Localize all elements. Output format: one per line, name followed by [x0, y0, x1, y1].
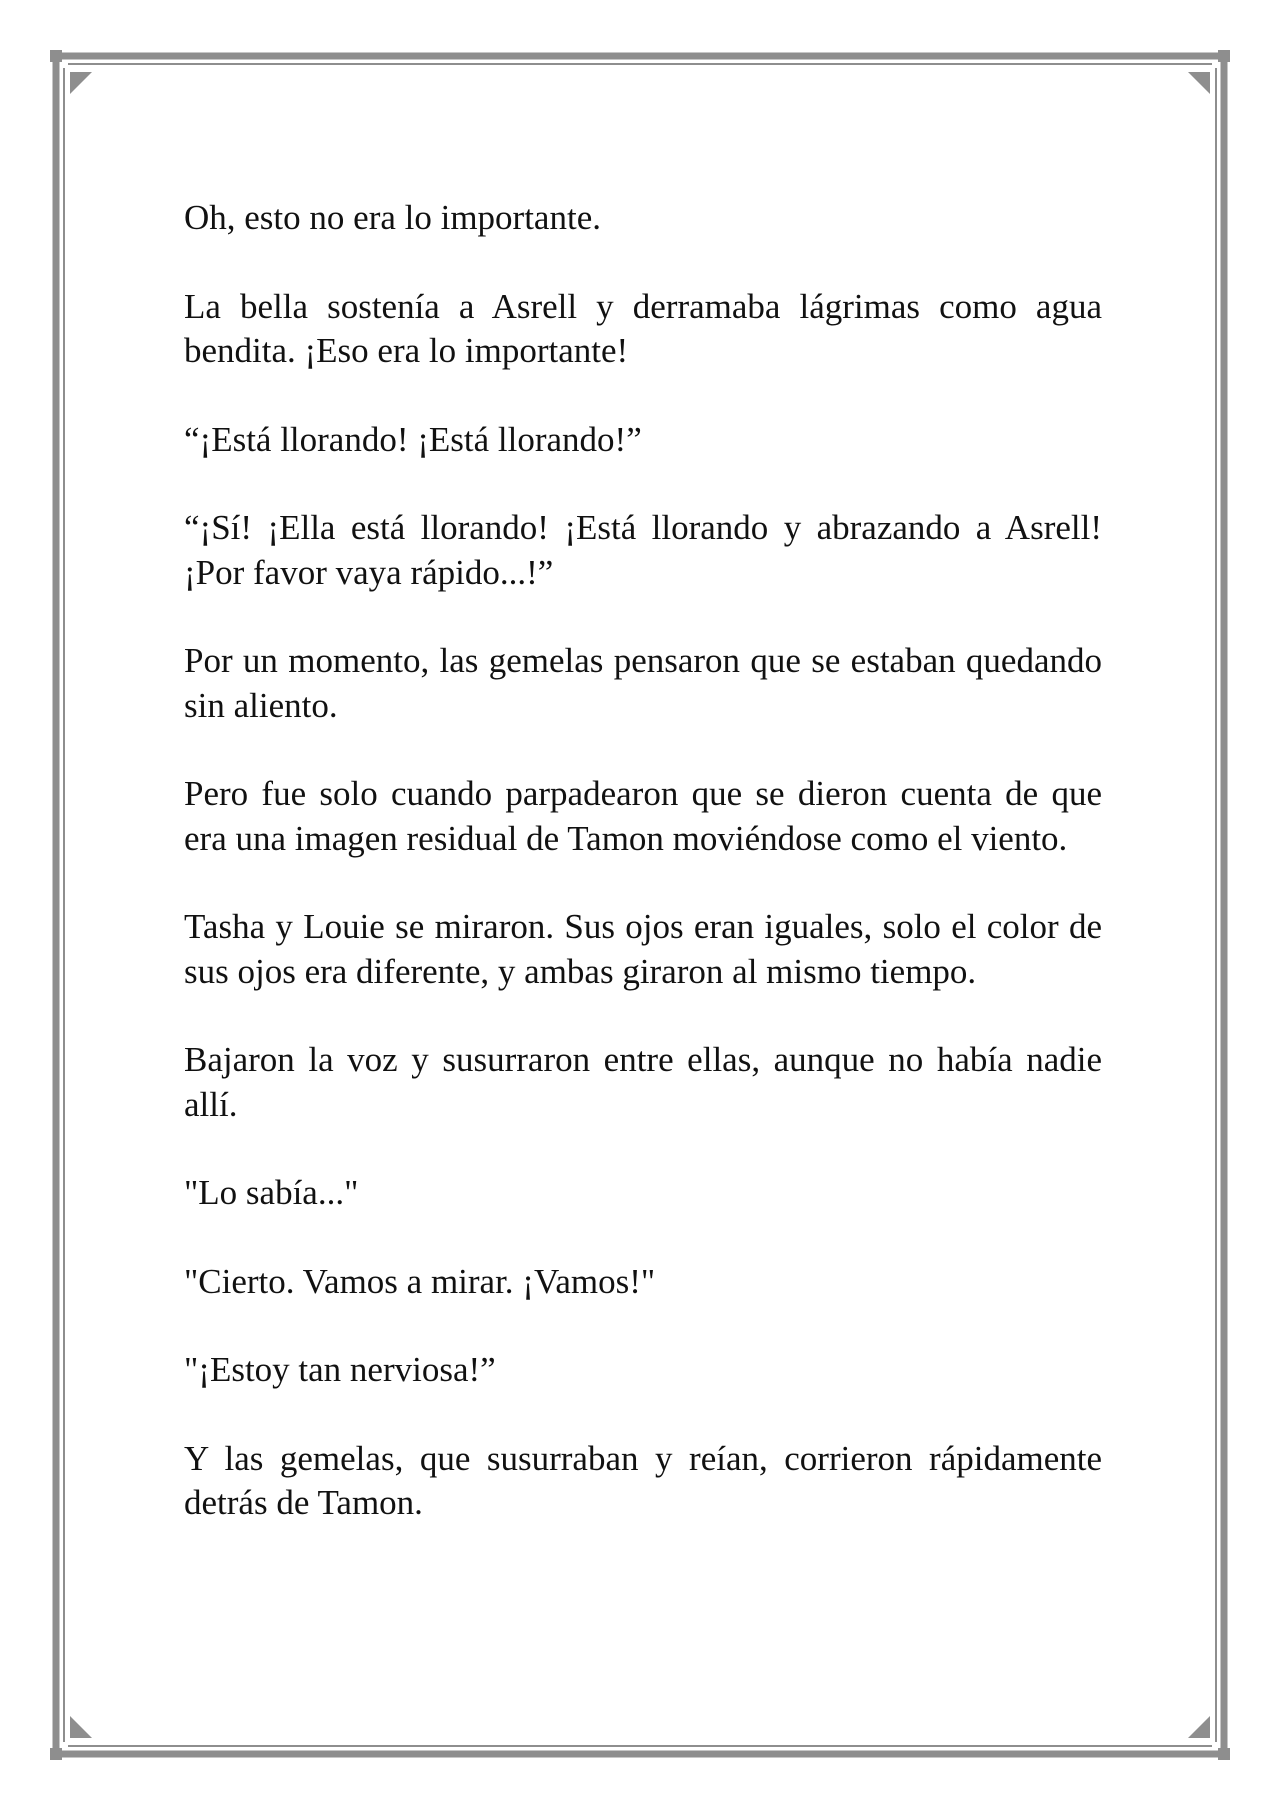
paragraph: "Lo sabía..."	[184, 1173, 359, 1212]
paragraph: Por un momento, las gemelas pensaron que se estaban quedando sin aliento.	[184, 641, 1102, 725]
corner-square-top-right	[1218, 50, 1230, 62]
paragraph: Y las gemelas, que susurraban y reían, corrieron rápidamente detrás de Tamon.	[184, 1438, 1102, 1522]
paragraph: "¡Estoy tan nerviosa!”	[184, 1350, 496, 1389]
document-body	[184, 196, 1102, 1526]
corner-triangle-bottom-left	[70, 1716, 92, 1738]
corner-triangle-bottom-right	[1188, 1716, 1210, 1738]
paragraph: La bella sostenía a Asrell y derramaba lágrimas como agua bendita. ¡Eso era lo importante!	[184, 286, 1102, 370]
corner-triangle-top-right	[1188, 72, 1210, 94]
corner-triangle-top-left	[70, 72, 92, 94]
paragraph: Pero fue solo cuando parpadearon que se dieron cuenta de que era una imagen residual de Tamon moviéndose como el viento.	[184, 774, 1102, 858]
paragraph: "Cierto. Vamos a mirar. ¡Vamos!"	[184, 1261, 656, 1301]
corner-square-bottom-left	[50, 1748, 62, 1760]
paragraph: “¡Sí! ¡Ella está llorando! ¡Está llorando y abrazando a Asrell! ¡Por favor vaya rápido...!”	[184, 508, 1102, 592]
paragraph: Oh, esto no era lo importante.	[184, 198, 601, 237]
paragraph: “¡Está llorando! ¡Está llorando!”	[184, 419, 642, 459]
paragraph: Tasha y Louie se miraron. Sus ojos eran iguales, solo el color de sus ojos era diferente, y ambas giraron al mismo tiempo.	[184, 907, 1102, 991]
corner-square-top-left	[50, 50, 62, 62]
corner-square-bottom-right	[1218, 1748, 1230, 1760]
paragraph: Bajaron la voz y susurraron entre ellas, aunque no había nadie allí.	[184, 1040, 1102, 1124]
